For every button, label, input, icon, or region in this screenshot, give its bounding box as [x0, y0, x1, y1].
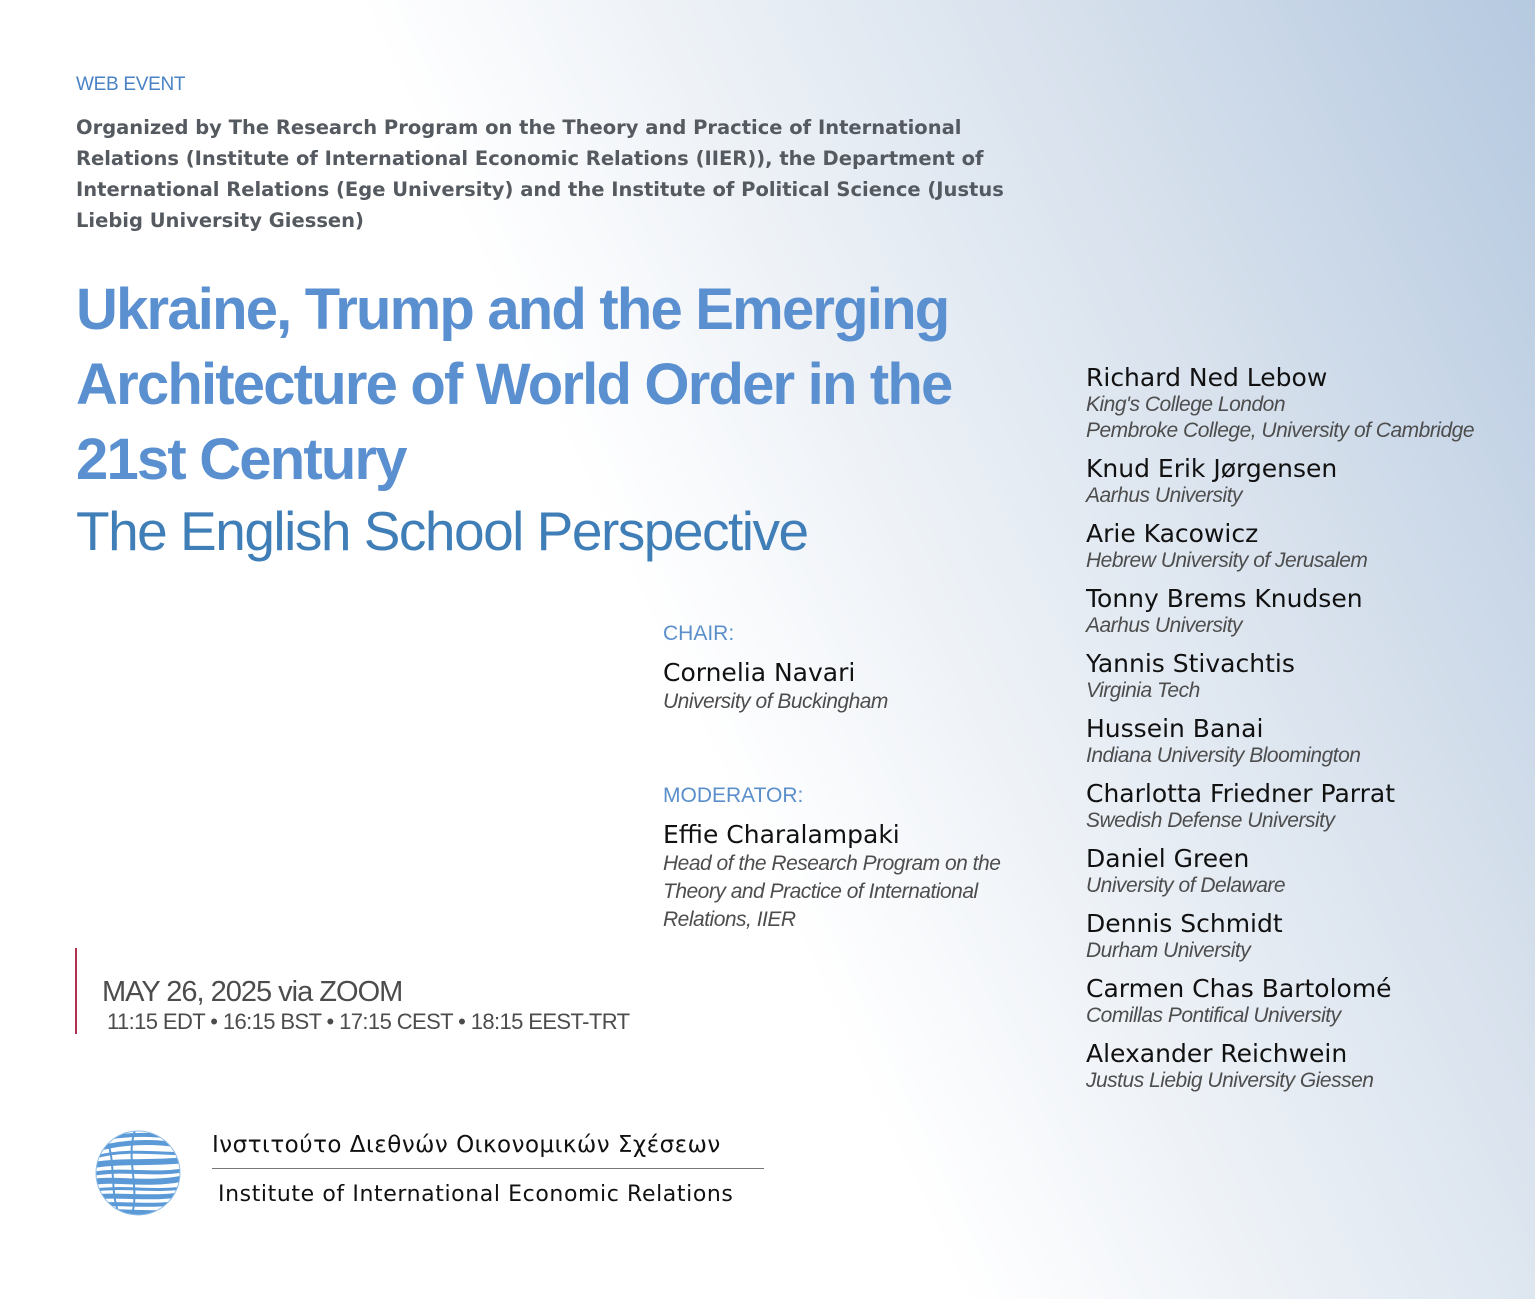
title-line: Architecture of World Order in the — [76, 352, 952, 417]
speaker-item — [1086, 363, 1526, 445]
chair-name: Cornelia Navari — [663, 658, 856, 687]
chair-label: CHAIR: — [663, 622, 735, 645]
moderator-affiliation-line: Relations, IIER — [663, 908, 796, 931]
speaker-name: Hussein Banai — [1086, 714, 1264, 743]
speaker-name: Charlotta Friedner Parrat — [1086, 779, 1396, 808]
speaker-affiliation: King's College London — [1086, 393, 1285, 416]
speaker-item — [1086, 584, 1526, 640]
speaker-name: Richard Ned Lebow — [1086, 363, 1328, 392]
schedule-block — [75, 948, 629, 1034]
speaker-item — [1086, 649, 1526, 705]
speaker-affiliation: Aarhus University — [1086, 484, 1243, 507]
speaker-affiliation: Indiana University Bloomington — [1086, 744, 1361, 767]
chair-block — [663, 622, 1023, 716]
title-line: Ukraine, Trump and the Emerging — [76, 277, 949, 342]
event-title — [76, 272, 1036, 497]
speaker-name: Yannis Stivachtis — [1086, 649, 1295, 678]
speaker-affiliation: Comillas Pontifical University — [1086, 1004, 1341, 1027]
speaker-item — [1086, 974, 1526, 1030]
institute-name-english: Institute of International Economic Relations — [218, 1182, 734, 1207]
organizers-text: Organized by The Research Program on the Theory and Practice of International Relations (Institute of International Economic Relations (IIER)), the Department of International Relations (Ege University) and the Institute of Political Science (Justus Liebig University Giessen) — [76, 116, 1004, 232]
title-line: 21st Century — [76, 427, 406, 492]
moderator-name: Effie Charalampaki — [663, 820, 900, 849]
institute-logo — [95, 1130, 795, 1220]
speaker-name: Tonny Brems Knudsen — [1086, 584, 1363, 613]
speaker-list — [1086, 363, 1526, 1104]
speaker-name: Carmen Chas Bartolomé — [1086, 974, 1392, 1003]
speaker-item — [1086, 909, 1526, 965]
event-type-label: WEB EVENT — [76, 74, 186, 95]
speaker-name: Arie Kacowicz — [1086, 519, 1259, 548]
speaker-name: Alexander Reichwein — [1086, 1039, 1348, 1068]
speaker-item — [1086, 779, 1526, 835]
event-subtitle: The English School Perspective — [76, 500, 808, 562]
speaker-affiliation: Aarhus University — [1086, 614, 1243, 637]
moderator-label: MODERATOR: — [663, 784, 804, 807]
event-date: MAY 26, 2025 via ZOOM — [102, 976, 403, 1008]
speaker-affiliation: Virginia Tech — [1086, 679, 1200, 702]
speaker-name: Knud Erik Jørgensen — [1086, 454, 1338, 483]
speaker-name: Dennis Schmidt — [1086, 909, 1283, 938]
speaker-affiliation: Pembroke College, University of Cambridge — [1086, 419, 1475, 442]
speaker-item — [1086, 844, 1526, 900]
speaker-item — [1086, 519, 1526, 575]
globe-icon — [95, 1130, 181, 1216]
moderator-block — [663, 784, 1023, 934]
speaker-name: Daniel Green — [1086, 844, 1250, 873]
speaker-item — [1086, 1039, 1526, 1095]
speaker-affiliation: University of Delaware — [1086, 874, 1286, 897]
speaker-affiliation: Durham University — [1086, 939, 1251, 962]
moderator-affiliation-line: Theory and Practice of International — [663, 880, 978, 903]
speaker-item — [1086, 714, 1526, 770]
speaker-item — [1086, 454, 1526, 510]
event-times: 11:15 EDT • 16:15 BST • 17:15 CEST • 18:15 EEST-TRT — [107, 1009, 630, 1034]
speaker-affiliation: Swedish Defense University — [1086, 809, 1335, 832]
chair-affiliation: University of Buckingham — [663, 690, 888, 713]
speaker-affiliation: Hebrew University of Jerusalem — [1086, 549, 1368, 572]
institute-name-greek: Ινστιτούτο Διεθνών Οικονομικών Σχέσεων — [212, 1132, 764, 1169]
moderator-affiliation-line: Head of the Research Program on the — [663, 852, 1001, 875]
speaker-affiliation: Justus Liebig University Giessen — [1086, 1069, 1374, 1092]
